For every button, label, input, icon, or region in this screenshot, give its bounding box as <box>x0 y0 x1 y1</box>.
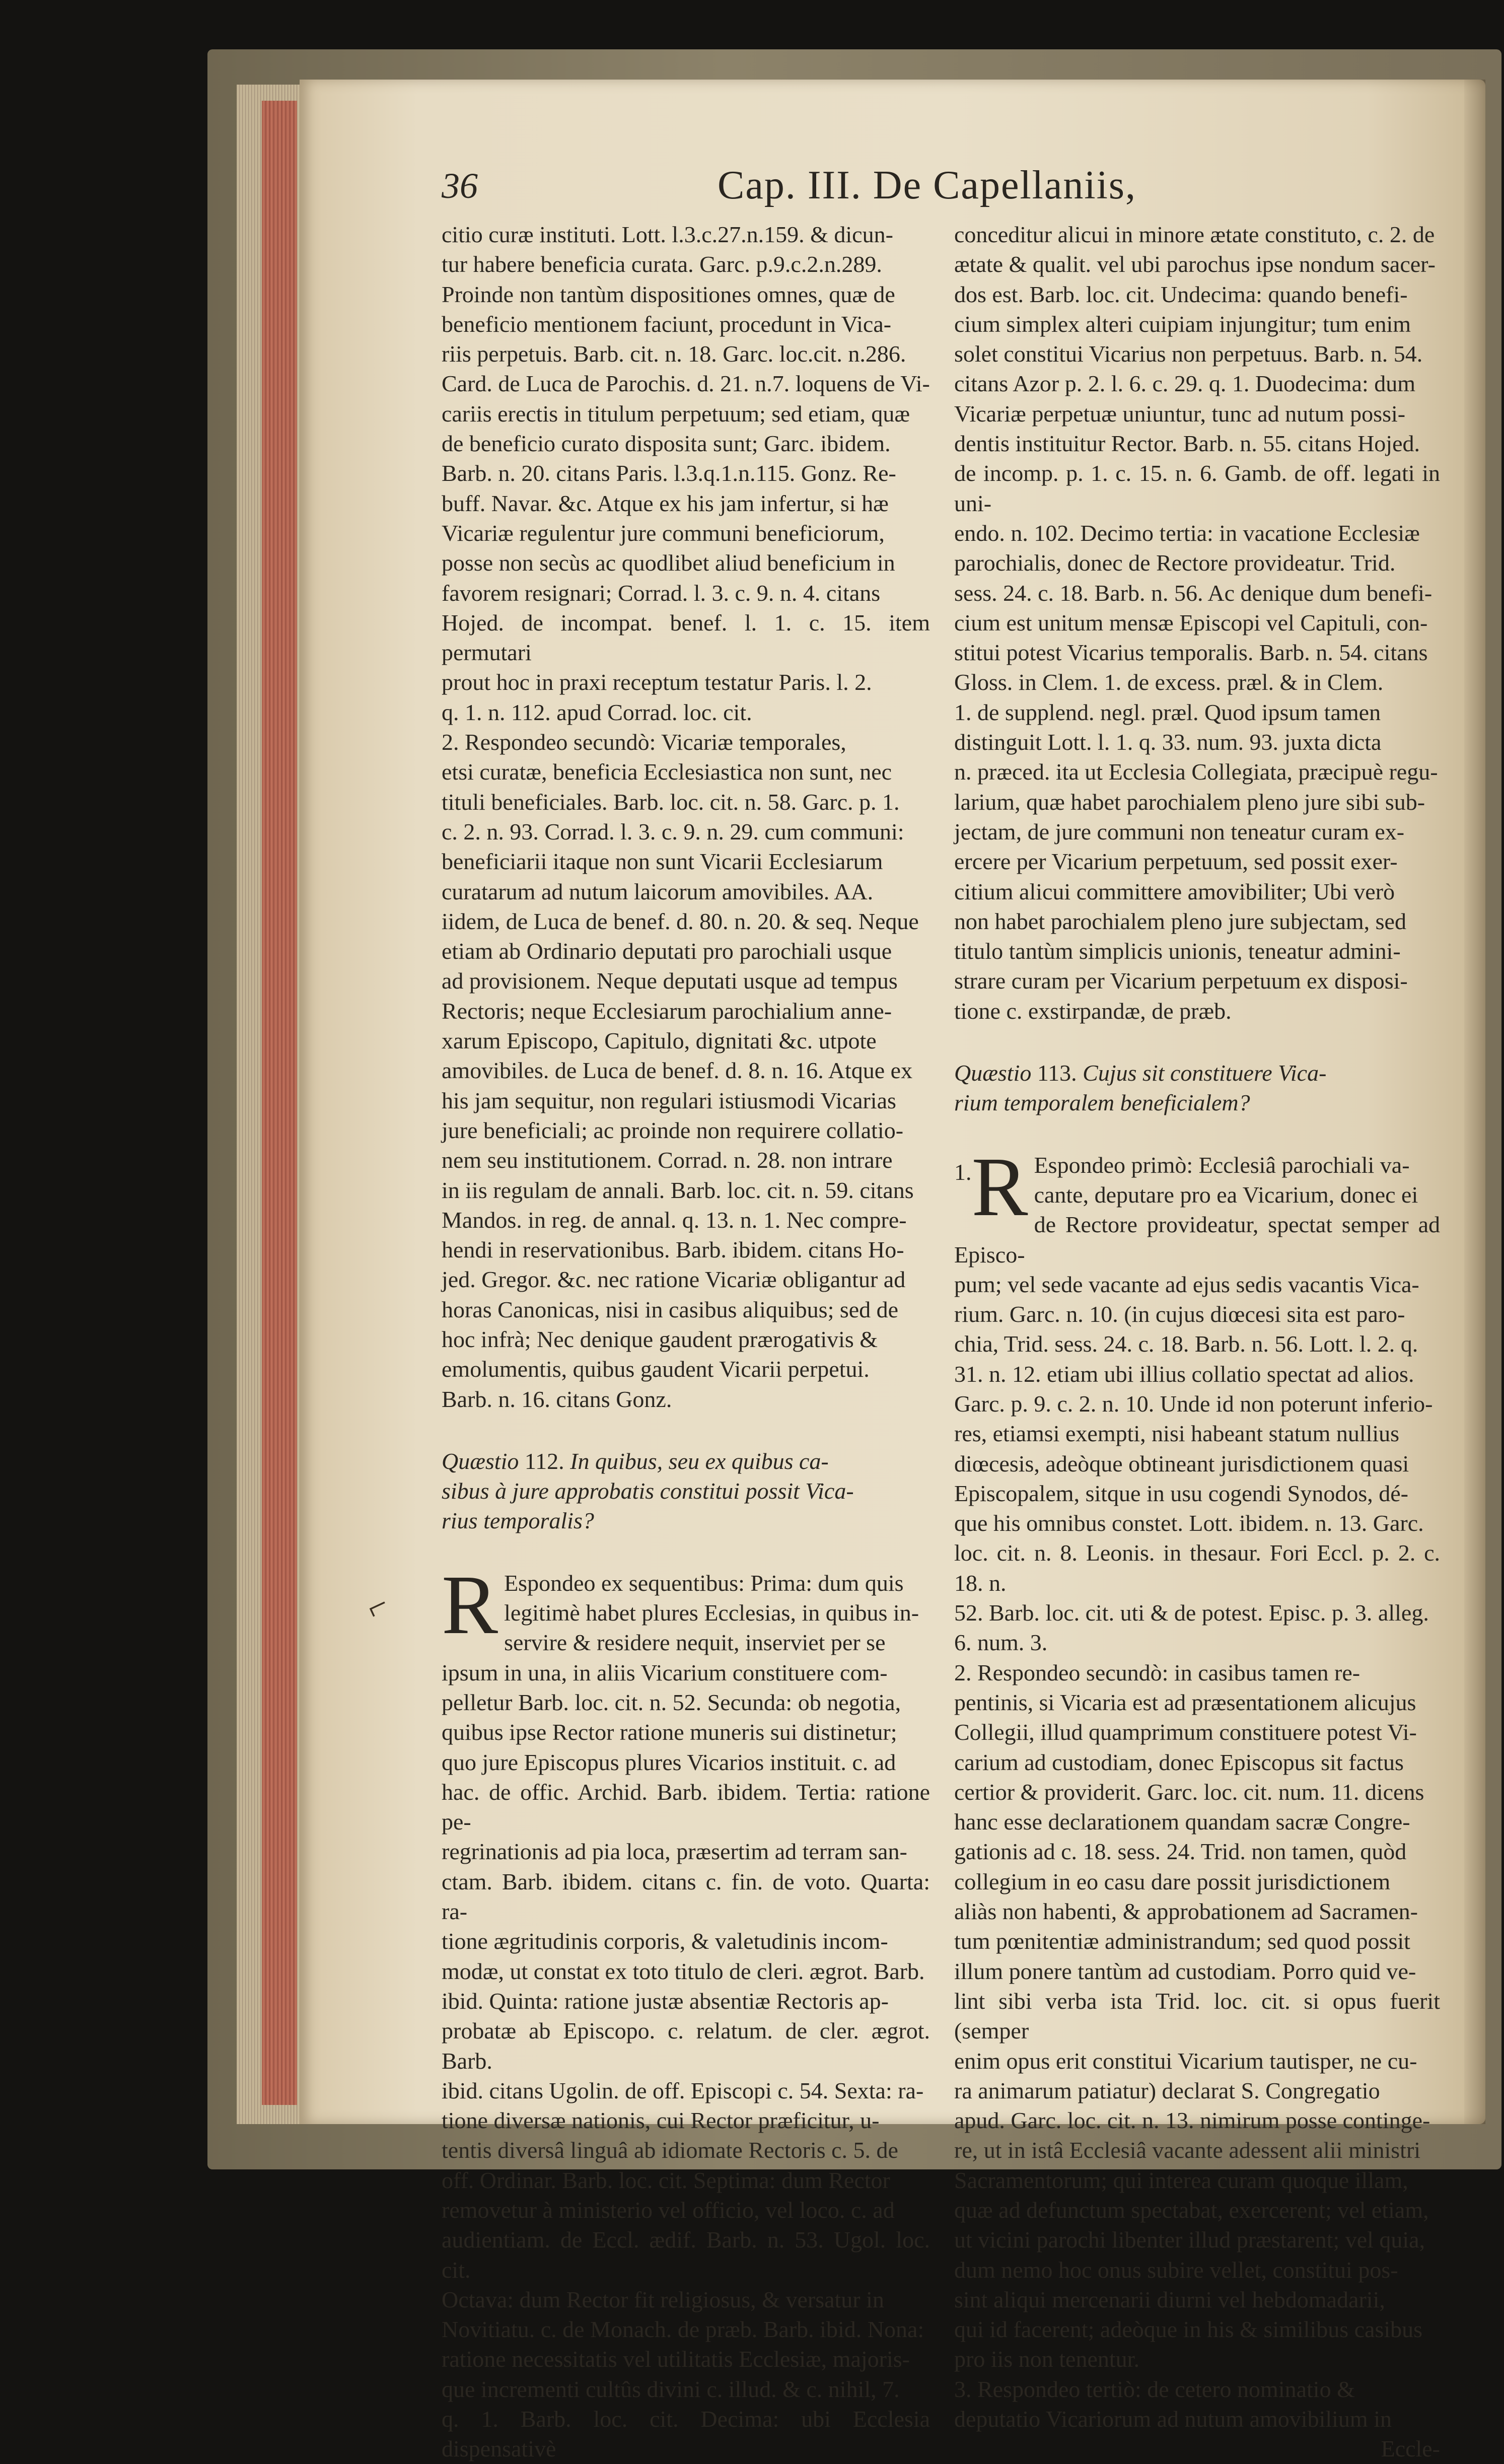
question-113-heading <box>954 1058 1440 1118</box>
text-line: collegium in eo casu dare possit jurisdictionem <box>954 1868 1391 1894</box>
text-line: jectam, de jure communi non teneatur curam ex- <box>954 818 1405 844</box>
ink-mark-icon: ⌐ <box>360 1584 395 1628</box>
text-line: hanc esse declarationem quandam sacræ Congre- <box>954 1809 1410 1835</box>
text-line: hac. de offic. Archid. Barb. ibidem. Tertia: ratione pe- <box>442 1779 930 1835</box>
text-line: cariis erectis in titulum perpetuum; sed etiam, quæ <box>442 400 910 427</box>
text-line: endo. n. 102. Decimo tertia: in vacatione Ecclesiæ <box>954 520 1420 546</box>
text-line: de incomp. p. 1. c. 15. n. 6. Gamb. de off. legati in uni- <box>954 460 1440 516</box>
text-line: chia, Trid. sess. 24. c. 18. Barb. n. 56. Lott. l. 2. q. <box>954 1331 1418 1357</box>
text-line: certior & providerit. Garc. loc. cit. num. 11. dicens <box>954 1779 1424 1805</box>
text-line: ratione necessitatis vel utilitatis Ecclesiæ, majoris- <box>442 2346 910 2372</box>
paragraph-number: 1. <box>954 1159 972 1185</box>
text-line: ra animarum patiatur) declarat S. Congregatio <box>954 2077 1380 2103</box>
text-line: dum nemo hoc onus subire vellet, constitui pos- <box>954 2257 1398 2283</box>
text-line: q. 1. n. 112. apud Corrad. loc. cit. <box>442 699 752 725</box>
text-line: posse non secùs ac quodlibet aliud beneficium in <box>442 550 895 576</box>
text-line: horas Canonicas, nisi in casibus aliquibus; sed de <box>442 1296 899 1322</box>
text-line: Garc. p. 9. c. 2. n. 10. Unde id non poterunt inferio- <box>954 1390 1433 1417</box>
text-line: strare curam per Vicarium perpetuum ex disposi- <box>954 968 1408 994</box>
page-number: 36 <box>442 166 478 206</box>
text-line: iidem, de Luca de benef. d. 80. n. 20. & seq. Neque <box>442 908 919 934</box>
text-line: Vicariæ perpetuæ uniuntur, tunc ad nutum possi- <box>954 400 1406 427</box>
text-line: 3. Respondeo tertiò: de cetero nominatio & <box>954 2376 1355 2402</box>
text-line: ipsum in una, in aliis Vicarium constituere com- <box>442 1659 888 1685</box>
text-line: citio curæ instituti. Lott. l.3.c.27.n.159. & dicun- <box>442 222 893 247</box>
text-line: rium. Garc. n. 10. (in cujus diœcesi sita est paro- <box>954 1301 1405 1327</box>
text-line: Sacramentorum; qui interea curam quoque illam, <box>954 2167 1408 2193</box>
text-line: Rectoris; neque Ecclesiarum parochialium anne- <box>442 998 892 1024</box>
text-line: nem seu institutionem. Corrad. n. 28. non intrare <box>442 1147 893 1173</box>
question-number: 112. <box>524 1448 564 1474</box>
gutter-shadow <box>1464 80 1485 2124</box>
text-line: Cujus sit constituere Vica- <box>1083 1060 1327 1086</box>
text-line: rium temporalem beneficialem? <box>954 1090 1250 1116</box>
right-text-block-2 <box>954 1140 1440 2434</box>
text-line: Barb. n. 16. citans Gonz. <box>442 1386 672 1412</box>
text-line: 31. n. 12. etiam ubi illius collatio spectat ad alios. <box>954 1361 1414 1387</box>
text-line: Vicariæ regulentur jure communi beneficiorum, <box>442 520 885 546</box>
text-line: xarum Episcopo, Capitulo, dignitati &c. utpote <box>442 1028 877 1054</box>
text-line: ercere per Vicarium perpetuum, sed possit exer- <box>954 849 1398 875</box>
text-line: citium alicui committere amovibiliter; Ubi verò <box>954 878 1395 904</box>
text-line: sibus à jure approbatis constitui possit Vica- <box>442 1478 854 1504</box>
text-line: ut vicini parochi libenter illud præstarent; vel quia, <box>954 2227 1425 2253</box>
text-line: Espondeo primò: Ecclesiâ parochiali va- <box>1034 1152 1410 1178</box>
text-line: audientiam. de Eccl. ædif. Barb. n. 53. Ugol. loc. cit. <box>442 2227 930 2283</box>
text-line: In quibus, seu ex quibus ca- <box>570 1448 829 1474</box>
text-line: Episcopalem, sitque in usu cogendi Synodos, dé- <box>954 1480 1408 1506</box>
question-112-heading <box>442 1446 930 1536</box>
running-title: Cap. III. De Capellaniis, <box>718 163 1136 207</box>
text-line: stitui potest Vicarius temporalis. Barb. n. 54. citans <box>954 640 1428 666</box>
text-line: removetur à ministerio vel officio, vel loco. c. ad <box>442 2197 895 2223</box>
text-line: qui id facerent; adeòque in his & similibus casibus <box>954 2316 1423 2343</box>
text-line: tentis diversâ linguâ ab idiomate Rectoris c. 5. de <box>442 2137 898 2163</box>
text-line: dentis instituitur Rector. Barb. n. 55. citans Hojed. <box>954 431 1420 457</box>
text-line: Mandos. in reg. de annal. q. 13. n. 1. Nec compre- <box>442 1207 907 1233</box>
text-line: carium ad custodiam, donec Episcopus sit factus <box>954 1749 1404 1775</box>
text-line: servire & residere nequit, inserviet per se <box>504 1630 886 1656</box>
text-line: in iis regulam de annali. Barb. loc. cit. n. 59. citans <box>442 1177 914 1203</box>
drop-cap: R <box>971 1140 1028 1234</box>
question-label: Quæstio <box>954 1060 1032 1086</box>
question-label: Quæstio <box>442 1448 519 1474</box>
text-line: de Rectore provideatur, spectat semper ad Episco- <box>954 1212 1440 1268</box>
text-line: emolumentis, quibus gaudent Vicarii perpetui. <box>442 1356 870 1382</box>
text-line: prout hoc in praxi receptum testatur Paris. l. 2. <box>442 669 872 695</box>
text-line: modæ, ut constat ex toto titulo de cleri. ægrot. Barb. <box>442 1958 925 1984</box>
text-line: deputatio Vicariorum ad nutum amovibilium in <box>954 2406 1392 2432</box>
text-line: 1. de supplend. negl. præl. Quod ipsum tamen <box>954 699 1381 725</box>
text-line: probatæ ab Episcopo. c. relatum. de cler. ægrot. Barb. <box>442 2018 930 2074</box>
text-line: riis perpetuis. Barb. cit. n. 18. Garc. loc.cit. n.286. <box>442 341 906 367</box>
text-line: rius temporalis? <box>442 1508 594 1534</box>
left-column <box>442 220 930 2464</box>
text-line: apud. Garc. loc. cit. n. 13. nimirum posse continge- <box>954 2107 1430 2134</box>
text-line: pum; vel sede vacante ad ejus sedis vacantis Vica- <box>954 1271 1419 1297</box>
left-text-block-1 <box>442 220 930 1414</box>
text-line: hoc infrà; Nec denique gaudent prærogativis & <box>442 1326 878 1352</box>
text-line: tione c. exstirpandæ, de præb. <box>954 998 1232 1024</box>
text-line: off. Ordinar. Barb. loc. cit. Septima: dum Rector <box>442 2167 890 2193</box>
left-text-block-2 <box>442 1558 930 2464</box>
text-line: buff. Navar. &c. Atque ex his jam infertur, si hæ <box>442 490 889 516</box>
text-line: curatarum ad nutum laicorum amovibiles. AA. <box>442 878 874 904</box>
text-line: aliàs non habenti, & approbationem ad Sacramen- <box>954 1898 1418 1925</box>
text-line: ibid. Quinta: ratione justæ absentiæ Rectoris ap- <box>442 1988 889 2014</box>
text-line: beneficio mentionem faciunt, procedunt in Vica- <box>442 311 892 337</box>
text-line: ctam. Barb. ibidem. citans c. fin. de voto. Quarta: ra- <box>442 1868 930 1925</box>
text-line: q. 1. Barb. loc. cit. Decima: ubi Ecclesia dispensativè <box>442 2406 930 2462</box>
text-line: non habet parochialem pleno jure subjectam, sed <box>954 908 1406 934</box>
text-line: de beneficio curato disposita sunt; Garc. ibidem. <box>442 431 891 457</box>
text-line: c. 2. n. 93. Corrad. l. 3. c. 9. n. 29. cum communi: <box>442 818 904 844</box>
text-line: Hojed. de incompat. benef. l. 1. c. 15. item permutari <box>442 609 930 666</box>
text-line: regrinationis ad pia loca, præsertim ad terram san- <box>442 1839 907 1865</box>
text-line: sess. 24. c. 18. Barb. n. 56. Ac denique dum benefi- <box>954 580 1433 606</box>
text-line: tione diversæ nationis, cui Rector præficitur, u- <box>442 2107 880 2134</box>
text-line: titulo tantùm simplicis unionis, teneatur admini- <box>954 938 1401 964</box>
right-column <box>954 220 1440 2464</box>
text-line: ad provisionem. Neque deputati usque ad tempus <box>442 968 898 994</box>
text-line: ætate & qualit. vel ubi parochus ipse nondum sacer- <box>954 251 1436 277</box>
text-line: ibid. citans Ugolin. de off. Episcopi c. 54. Sexta: ra- <box>442 2077 924 2103</box>
question-number: 113. <box>1037 1060 1077 1086</box>
text-line: pro iis non tenentur. <box>954 2346 1139 2372</box>
text-line: amovibiles. de Luca de benef. d. 8. n. 16. Atque ex <box>442 1058 913 1084</box>
text-line: tum pœnitentiæ administrandum; sed quod possit <box>954 1928 1410 1954</box>
text-line: his jam sequitur, non regulari istiusmodi Vicarias <box>442 1087 896 1113</box>
text-line: diœcesis, adeòque obtineant jurisdictionem quasi <box>954 1450 1409 1476</box>
text-line: dos est. Barb. loc. cit. Undecima: quando benefi- <box>954 281 1408 307</box>
text-line: distinguit Lott. l. 1. q. 33. num. 93. juxta dicta <box>954 729 1382 755</box>
red-page-edges <box>262 101 297 2105</box>
text-line: jed. Gregor. &c. nec ratione Vicariæ obligantur ad <box>442 1266 906 1293</box>
text-line: quo jure Episcopus plures Vicarios instituit. c. ad <box>442 1749 896 1775</box>
text-line: illum ponere tantùm ad custodiam. Porro quid ve- <box>954 1958 1416 1984</box>
text-line: sint aliqui mercenarii diurni vel hebdomadarii, <box>954 2286 1385 2312</box>
text-line: etiam ab Ordinario deputati pro parochiali usque <box>442 938 892 964</box>
text-line: cium simplex alteri cuipiam injungitur; tum enim <box>954 311 1411 337</box>
text-line: conceditur alicui in minore ætate constituto, c. 2. de <box>954 222 1435 247</box>
text-line: quibus ipse Rector ratione muneris sui distinetur; <box>442 1719 897 1745</box>
text-line: quæ ad defunctum spectabat, exercerent; vel etiam, <box>954 2197 1429 2223</box>
text-line: parochialis, donec de Rectore provideatur. Trid. <box>954 550 1396 576</box>
text-line: loc. cit. n. 8. Leonis. in thesaur. Fori Eccl. p. 2. c. 18. n. <box>954 1540 1440 1596</box>
text-line: lint sibi verba ista Trid. loc. cit. si opus fuerit (semper <box>954 1988 1440 2044</box>
text-line: hendi in reservationibus. Barb. ibidem. citans Ho- <box>442 1237 904 1263</box>
text-line: Collegii, illud quamprimum constituere potest Vi- <box>954 1719 1417 1745</box>
text-line: 52. Barb. loc. cit. uti & de potest. Episc. p. 3. alleg. <box>954 1600 1429 1626</box>
text-line: Espondeo ex sequentibus: Prima: dum quis <box>504 1570 904 1596</box>
text-line: cium est unitum mensæ Episcopi vel Capituli, con- <box>954 609 1428 636</box>
text-line: Barb. n. 20. citans Paris. l.3.q.1.n.115. Gonz. Re- <box>442 460 896 486</box>
text-line: Novitiatu. c. de Monach. de præb. Barb. ibid. Nona: <box>442 2316 924 2343</box>
text-line: beneficiarii itaque non sunt Vicarii Ecclesiarum <box>442 849 883 875</box>
catchword: Eccle- <box>1381 2436 1440 2462</box>
text-line: 2. Respondeo secundò: in casibus tamen re- <box>954 1659 1360 1685</box>
text-line: tione ægritudinis corporis, & valetudinis incom- <box>442 1928 888 1954</box>
text-line: solet constitui Vicarius non perpetuus. Barb. n. 54. <box>954 341 1423 367</box>
text-line: que his omnibus constet. Lott. ibidem. n. 13. Garc. <box>954 1510 1424 1536</box>
text-line: 2. Respondeo secundò: Vicariæ temporales, <box>442 729 846 755</box>
text-line: Gloss. in Clem. 1. de excess. præl. & in Clem. <box>954 669 1384 695</box>
text-line: 6. num. 3. <box>954 1630 1048 1656</box>
text-line: n. præced. ita ut Ecclesia Collegiata, præcipuè regu- <box>954 759 1438 785</box>
text-line: larium, quæ habet parochialem pleno jure sibi sub- <box>954 789 1425 815</box>
text-line: pelletur Barb. loc. cit. n. 52. Secunda: ob negotia, <box>442 1689 901 1715</box>
text-line: cante, deputare pro ea Vicarium, donec ei <box>1034 1181 1418 1208</box>
drop-cap: R <box>442 1558 498 1652</box>
text-line: enim opus erit constitui Vicarium tautisper, ne cu- <box>954 2048 1417 2074</box>
text-line: Card. de Luca de Parochis. d. 21. n.7. loquens de Vi- <box>442 371 930 397</box>
text-line: Proinde non tantùm dispositiones omnes, quæ de <box>442 281 895 307</box>
text-line: res, etiamsi exempti, nisi habeant statum nullius <box>954 1421 1400 1447</box>
text-line: re, ut in istâ Ecclesiâ vacante adessent alii ministri <box>954 2137 1421 2163</box>
text-line: tur habere beneficia curata. Garc. p.9.c.2.n.289. <box>442 251 882 277</box>
text-line: que incrementi cultûs divini c. illud. & c. nihil, 7. <box>442 2376 900 2402</box>
text-line: etsi curatæ, beneficia Ecclesiastica non sunt, nec <box>442 759 892 785</box>
text-line: pentinis, si Vicaria est ad præsentationem alicujus <box>954 1689 1416 1715</box>
right-text-block-1 <box>954 220 1440 1026</box>
text-line: tituli beneficiales. Barb. loc. cit. n. 58. Garc. p. 1. <box>442 789 900 815</box>
book-page <box>300 80 1485 2462</box>
text-line: legitimè habet plures Ecclesias, in quibus in- <box>504 1600 919 1626</box>
text-line: citans Azor p. 2. l. 6. c. 29. q. 1. Duodecima: dum <box>954 371 1416 397</box>
text-line: jure beneficiali; ac proinde non requirere collatio- <box>442 1117 904 1143</box>
text-line: Octava: dum Rector fit religiosus, & versatur in <box>442 2286 884 2312</box>
text-line: favorem resignari; Corrad. l. 3. c. 9. n. 4. citans <box>442 580 881 606</box>
text-line: gationis ad c. 18. sess. 24. Trid. non tamen, quòd <box>954 1839 1407 1865</box>
